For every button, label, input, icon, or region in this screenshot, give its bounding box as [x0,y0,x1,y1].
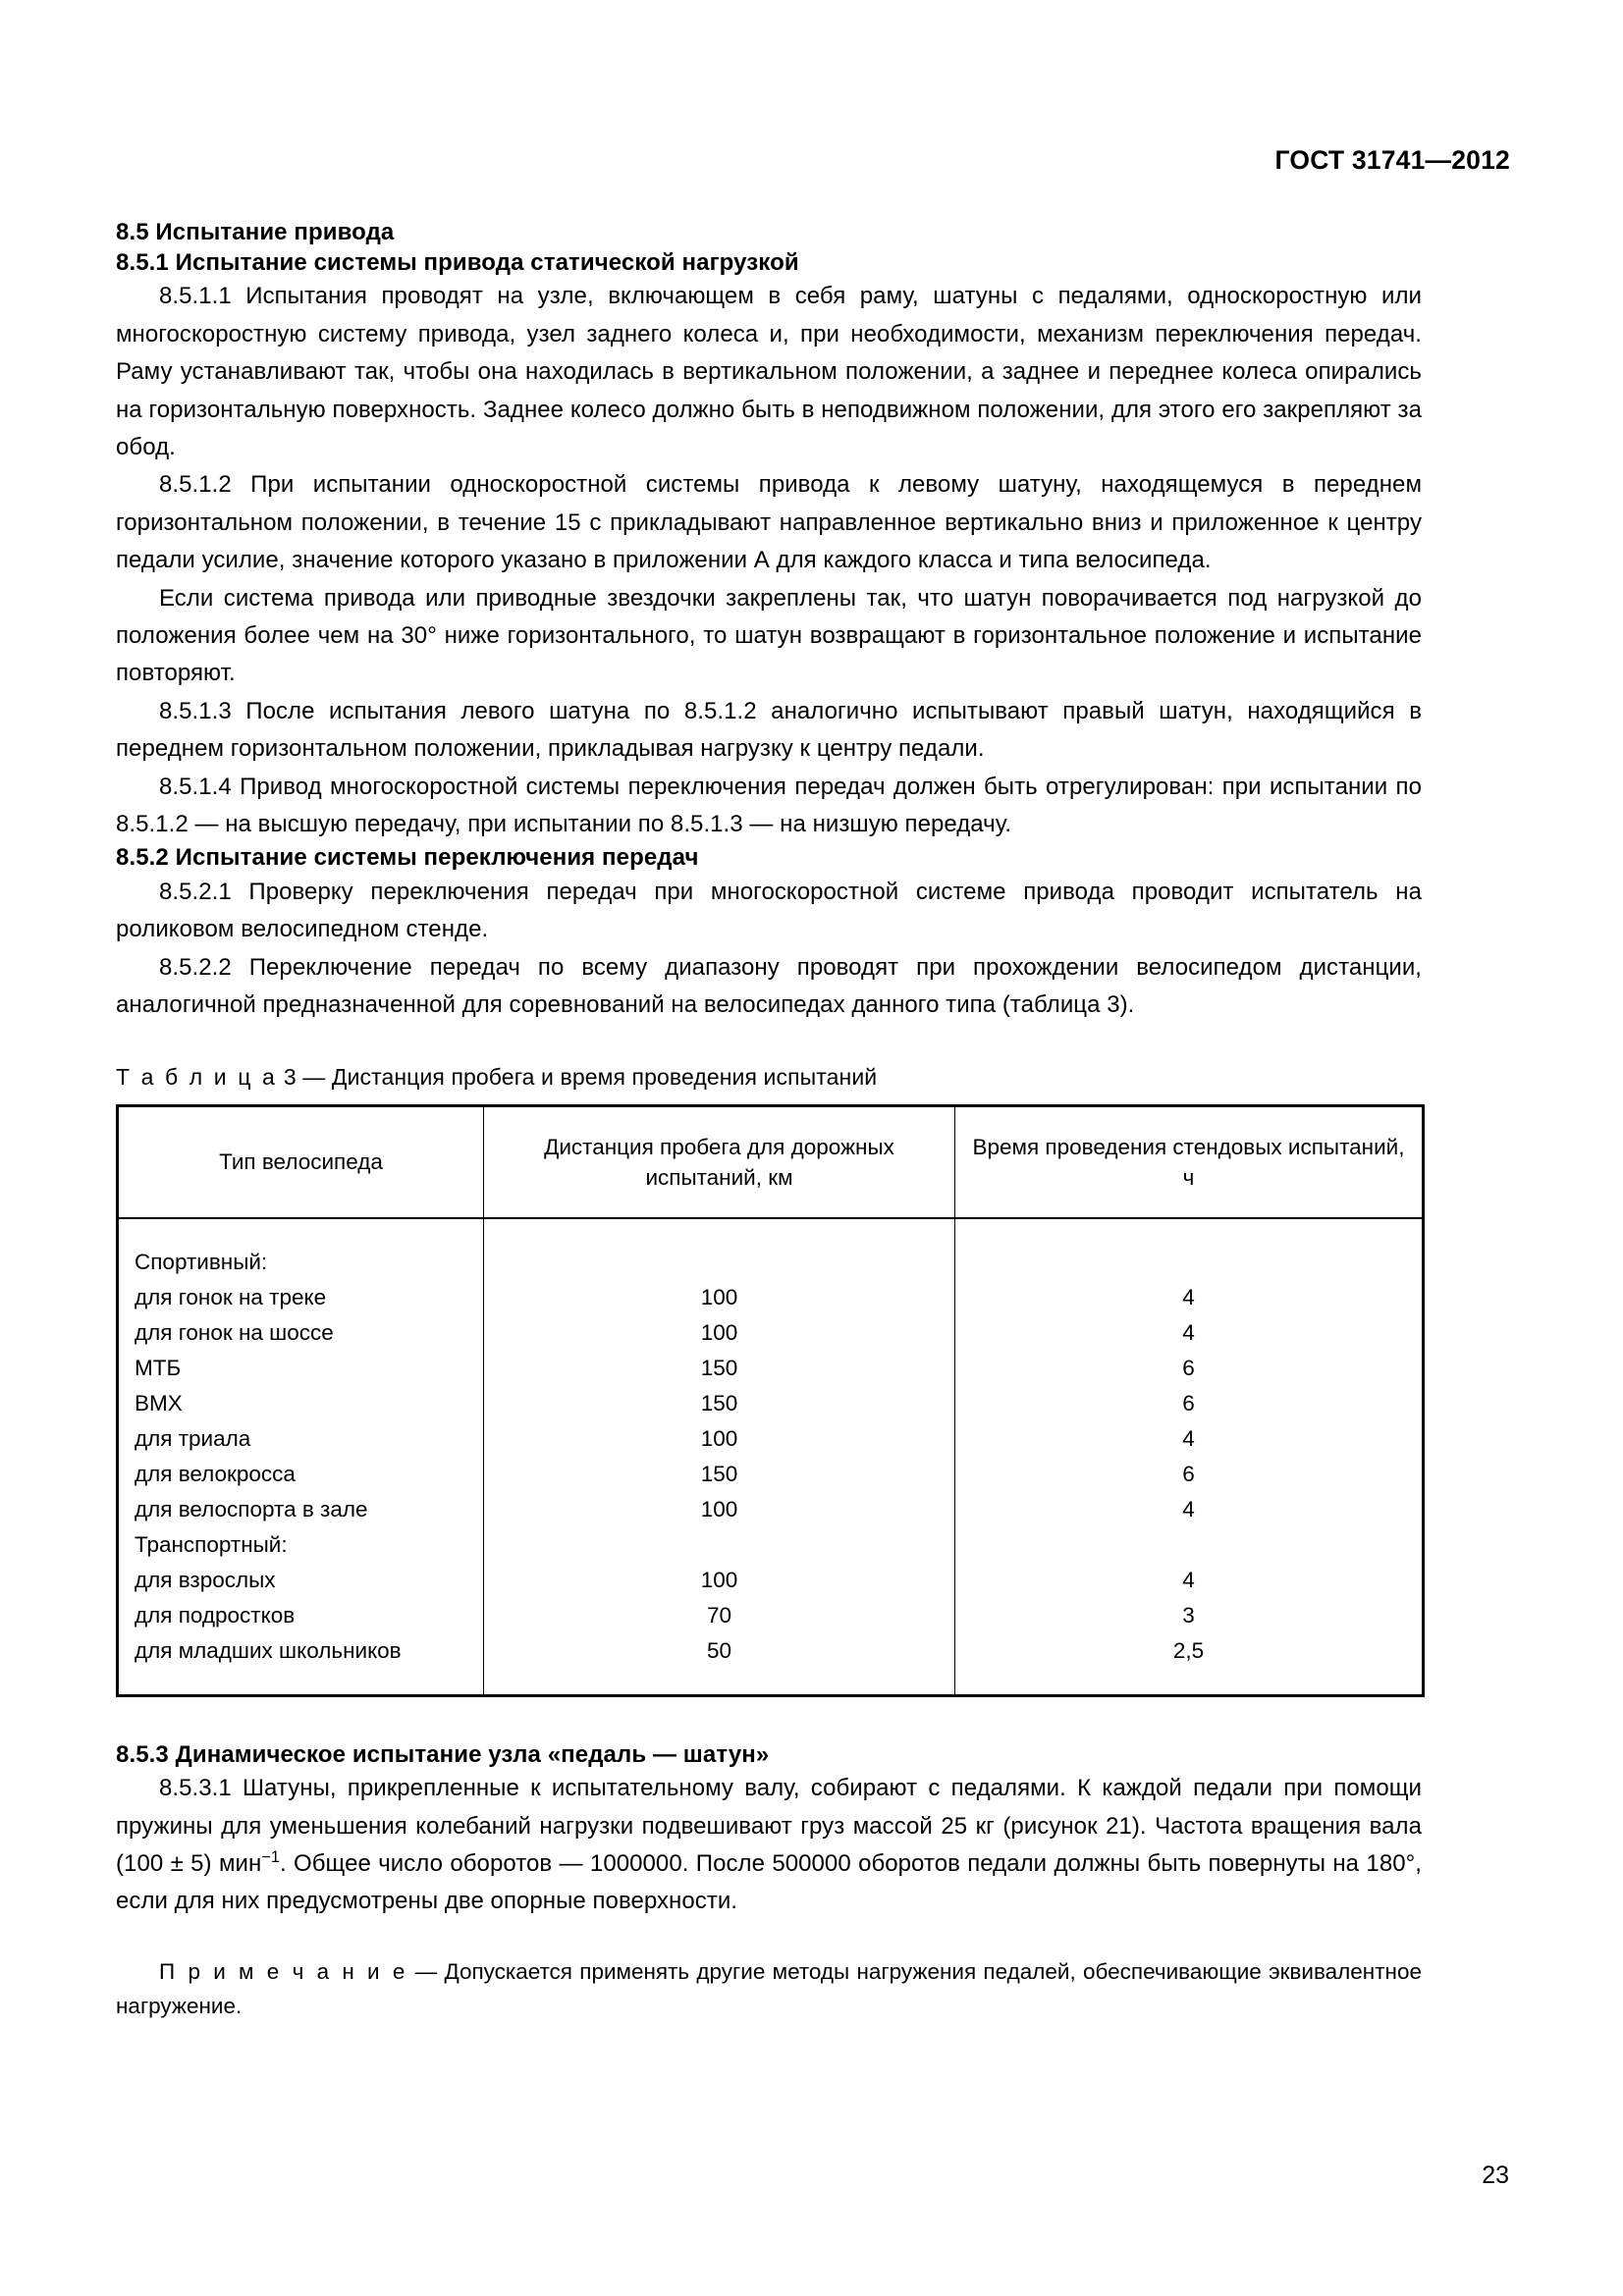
cell-time: 2,5 [955,1633,1424,1669]
cell-distance: 150 [484,1457,955,1492]
spacer-cell [118,1669,484,1696]
paragraph-8-5-2-2: 8.5.2.2 Переключение передач по всему диапазону проводят при прохождении велосипедом дистанции, аналогичной предназначенной для соревнований на велосипедах данного типа (таблица 3). [116,953,1422,1019]
cell-time: 6 [955,1351,1424,1386]
paragraph-8-5-1-1: 8.5.1.1 Испытания проводят на узле, включающем в себя раму, шатуны с педалями, односкоростную или многоскоростную систему привода, узел заднего колеса и, при необходимости, механизм переключения передач. Раму устанавливают так, чтобы она находилась в вертикальном положении, а заднее и переднее колеса опирались на горизонтальную поверхность. Заднее колесо должно быть в неподвижном положении, для этого его закрепляют за обод. [116,283,1422,460]
cell-type: для подростков [118,1598,484,1633]
paragraph-8-5-1-2-continued: Если система привода или приводные звездочки закреплены так, что шатун поворачивается под нагрузкой до положения более чем на 30° ниже горизонтального, то шатун возвращают в горизонтальное положение и испытание повторяют. [116,584,1422,687]
cell-time [955,1527,1424,1563]
table-row [118,1633,1424,1669]
spacer-cell [955,1218,1424,1245]
table-row [118,1598,1424,1633]
table-row [118,1421,1424,1457]
cell-distance: 150 [484,1351,955,1386]
heading-8-5-1: 8.5.1 Испытание системы привода статической нагрузкой [116,248,799,276]
cell-type: МТБ [118,1351,484,1386]
cell-time [955,1245,1424,1280]
table-caption [116,1064,1422,1091]
table-caption-number: 3 [283,1063,297,1090]
cell-type: для гонок на шоссе [118,1315,484,1351]
column-header-type: Тип велосипеда [118,1105,484,1218]
cell-distance: 100 [484,1563,955,1598]
table-spacer-row-bottom [118,1669,1424,1696]
table-caption-dash: — [296,1063,332,1090]
table-3-distance-and-time [116,1104,1425,1697]
heading-8-5: 8.5 Испытание привода [116,219,395,245]
spacer-cell [484,1218,955,1245]
cell-distance: 100 [484,1315,955,1351]
table-row [118,1351,1424,1386]
page-number: 23 [1482,2162,1509,2189]
note-dash: — [407,1958,445,1984]
paragraph-8-5-3-1-part-b: . Общее число оборотов — 1000000. После 500000 оборотов педали должны быть повернуты на 180°, если для них предусмотрены две опорные поверхности. [116,1850,1422,1915]
paragraph-8-5-1-4: 8.5.1.4 Привод многоскоростной системы переключения передач должен быть отрегулирован: при испытании по 8.5.1.2 — на высшую передачу, при испытании по 8.5.1.3 — на низшую передачу. [116,773,1422,837]
paragraph-8-5-1-2: 8.5.1.2 При испытании односкоростной системы привода к левому шатуну, находящемуся в переднем горизонтальном положении, в течение 15 с прикладывают направленное вертикально вниз и приложенное к центру педали усилие, значение которого указано в приложении А для каждого класса и типа велосипеда. [116,471,1422,574]
cell-time: 6 [955,1457,1424,1492]
cell-time: 4 [955,1280,1424,1315]
cell-type: для триала [118,1421,484,1457]
heading-8-5-2: 8.5.2 Испытание системы переключения передач [116,844,699,872]
paragraph-8-5-3-1 [116,1770,1422,1921]
paragraph-8-5-3-1-part-a: 8.5.3.1 Шатуны, прикрепленные к испытательному валу, собирают с педалями. К каждой педали при помощи пружины для уменьшения колебаний нагрузки подвешивают груз массой 25 кг (рисунок 21). Частота вращения вала (100 ± 5) мин [116,1775,1422,1878]
cell-distance: 100 [484,1492,955,1527]
cell-distance: 100 [484,1421,955,1457]
cell-distance [484,1245,955,1280]
cell-distance: 50 [484,1633,955,1669]
table-header-row [118,1105,1424,1218]
spacer-cell [118,1218,484,1245]
cell-type: для взрослых [118,1563,484,1598]
cell-type: для велоспорта в зале [118,1492,484,1527]
table-row [118,1563,1424,1598]
exponent-minus-one: −1 [261,1848,280,1867]
cell-distance: 150 [484,1386,955,1421]
note-text: Допускается применять другие методы нагружения педалей, обеспечивающие эквивалентное нагружение. [116,1958,1422,2019]
table-caption-label: Т а б л и ц а [116,1063,278,1090]
table-caption-title: Дистанция пробега и время проведения испытаний [331,1063,878,1090]
note-block [116,1954,1422,2024]
spacer-cell [955,1669,1424,1696]
cell-type: для младших школьников [118,1633,484,1669]
table-row [118,1457,1424,1492]
table-row [118,1492,1424,1527]
cell-type: BMX [118,1386,484,1421]
cell-distance: 70 [484,1598,955,1633]
table-row [118,1386,1424,1421]
page-content [116,218,1422,2024]
table-row [118,1315,1424,1351]
paragraph-8-5-2-1: 8.5.2.1 Проверку переключения передач при многоскоростной системе привода проводит испытатель на роликовом велосипедном стенде. [116,879,1422,943]
running-head-standard-number: ГОСТ 31741—2012 [1274,145,1510,175]
column-header-time: Время проведения стендовых испытаний, ч [955,1105,1424,1218]
cell-distance: 100 [484,1280,955,1315]
cell-type: Спортивный: [118,1245,484,1280]
table-row [118,1280,1424,1315]
note-label: П р и м е ч а н и е [159,1958,408,1984]
column-header-distance: Дистанция пробега для дорожных испытаний, км [484,1105,955,1218]
cell-distance [484,1527,955,1563]
table-row [118,1245,1424,1280]
spacer-cell [484,1669,955,1696]
cell-time: 4 [955,1563,1424,1598]
cell-time: 4 [955,1421,1424,1457]
cell-time: 4 [955,1315,1424,1351]
table-body [118,1218,1424,1696]
cell-type: для велокросса [118,1457,484,1492]
cell-time: 3 [955,1598,1424,1633]
cell-type: Транспортный: [118,1527,484,1563]
heading-8-5-3: 8.5.3 Динамическое испытание узла «педаль — шатун» [116,1740,770,1768]
cell-time: 4 [955,1492,1424,1527]
table-spacer-row-top [118,1218,1424,1245]
table-head [118,1105,1424,1218]
cell-time: 6 [955,1386,1424,1421]
table-row [118,1527,1424,1563]
cell-type: для гонок на треке [118,1280,484,1315]
paragraph-8-5-1-3: 8.5.1.3 После испытания левого шатуна по 8.5.1.2 аналогично испытывают правый шатун, находящийся в переднем горизонтальном положении, прикладывая нагрузку к центру педали. [116,697,1422,763]
